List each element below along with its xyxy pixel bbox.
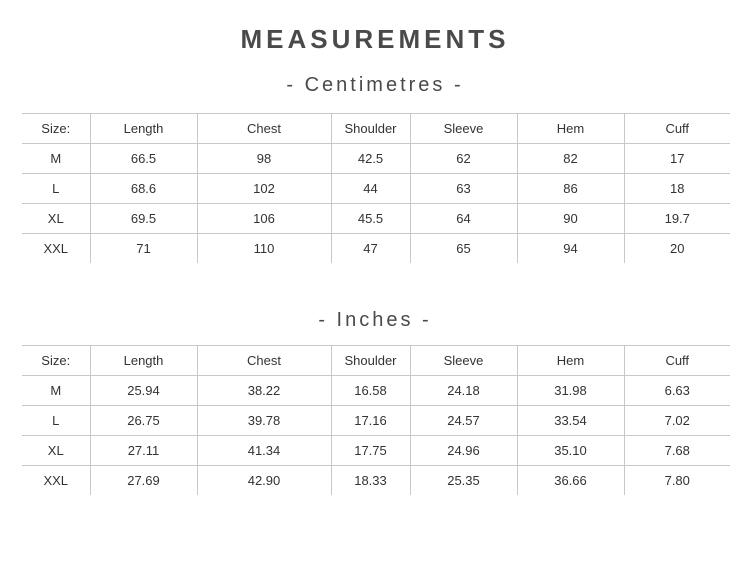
table-cell: 6.63	[624, 376, 730, 406]
table-header-row	[22, 114, 730, 144]
table-cell: 69.5	[90, 204, 197, 234]
header-chest: Chest	[197, 346, 331, 376]
table-cell: 42.90	[197, 466, 331, 496]
table-cell: 66.5	[90, 144, 197, 174]
table-row	[22, 144, 730, 174]
table-cell: 27.11	[90, 436, 197, 466]
table-row	[22, 436, 730, 466]
table-cell: 44	[331, 174, 410, 204]
table-header-row	[22, 346, 730, 376]
table-cell: 7.80	[664, 473, 690, 488]
inches-section-title: - Inches -	[318, 309, 432, 331]
table-row	[22, 174, 730, 204]
header-length: Length	[90, 346, 197, 376]
table-cell: XL	[22, 204, 90, 234]
table-cell: 62	[410, 144, 517, 174]
page-title: MEASUREMENTS	[240, 24, 510, 54]
table-cell: 90	[517, 204, 624, 234]
table-cell: 41.34	[197, 436, 331, 466]
table-cell: 38.22	[197, 376, 331, 406]
table-cell: 24.96	[410, 436, 517, 466]
header-cuff: Cuff	[624, 114, 730, 144]
table-cell: 17.16	[331, 406, 410, 436]
table-cell: 45.5	[331, 204, 410, 234]
table-cell: 31.98	[517, 376, 624, 406]
table-cell: 71	[90, 234, 197, 264]
table-cell: 17	[624, 144, 730, 174]
table-cell: 19.7	[624, 204, 730, 234]
table-cell: 86	[517, 174, 624, 204]
header-size: Size:	[22, 114, 90, 144]
table-cell: L	[22, 174, 90, 204]
table-cell: 39.78	[197, 406, 331, 436]
table-cell: 24.57	[410, 406, 517, 436]
header-shoulder: Shoulder	[331, 114, 410, 144]
table-cell: 82	[517, 144, 624, 174]
table-cell: XXL	[22, 466, 90, 496]
table-cell: 18	[624, 174, 730, 204]
table-cell: 33.54	[517, 406, 624, 436]
table-row	[22, 204, 730, 234]
table-cell: 7.68	[624, 436, 730, 466]
header-size: Size:	[22, 346, 90, 376]
table-cell: 110	[197, 234, 331, 264]
inches-table	[22, 345, 730, 495]
table-cell: 65	[410, 234, 517, 264]
table-cell: 20	[670, 241, 685, 256]
table-cell: 36.66	[517, 466, 624, 496]
table-cell: M	[22, 376, 90, 406]
table-cell: 18.33	[331, 466, 410, 496]
header-chest: Chest	[197, 114, 331, 144]
table-cell: 106	[197, 204, 331, 234]
centimetres-table	[22, 113, 730, 263]
table-cell: 35.10	[517, 436, 624, 466]
table-row	[22, 234, 730, 264]
table-cell: XXL	[22, 234, 90, 264]
table-cell: 17.75	[331, 436, 410, 466]
header-length: Length	[90, 114, 197, 144]
table-cell: 102	[197, 174, 331, 204]
header-cuff: Cuff	[624, 346, 730, 376]
table-cell: 64	[410, 204, 517, 234]
table-row	[22, 376, 730, 406]
table-cell: 27.69	[90, 466, 197, 496]
table-cell: 98	[197, 144, 331, 174]
table-cell: 63	[410, 174, 517, 204]
table-cell: 68.6	[90, 174, 197, 204]
header-shoulder: Shoulder	[331, 346, 410, 376]
table-cell: M	[22, 144, 90, 174]
table-cell: 7.02	[624, 406, 730, 436]
table-cell: 25.35	[410, 466, 517, 496]
table-cell: 94	[517, 234, 624, 264]
table-cell: XL	[22, 436, 90, 466]
table-row	[22, 466, 730, 496]
header-sleeve: Sleeve	[410, 114, 517, 144]
header-hem: Hem	[517, 114, 624, 144]
table-cell: L	[22, 406, 90, 436]
table-cell: 42.5	[331, 144, 410, 174]
header-sleeve: Sleeve	[410, 346, 517, 376]
table-cell: 25.94	[90, 376, 197, 406]
table-cell: 47	[331, 234, 410, 264]
header-hem: Hem	[517, 346, 624, 376]
table-cell: 16.58	[331, 376, 410, 406]
table-cell: 24.18	[410, 376, 517, 406]
centimetres-section-title: - Centimetres -	[286, 74, 464, 96]
table-row	[22, 406, 730, 436]
table-cell: 26.75	[90, 406, 197, 436]
